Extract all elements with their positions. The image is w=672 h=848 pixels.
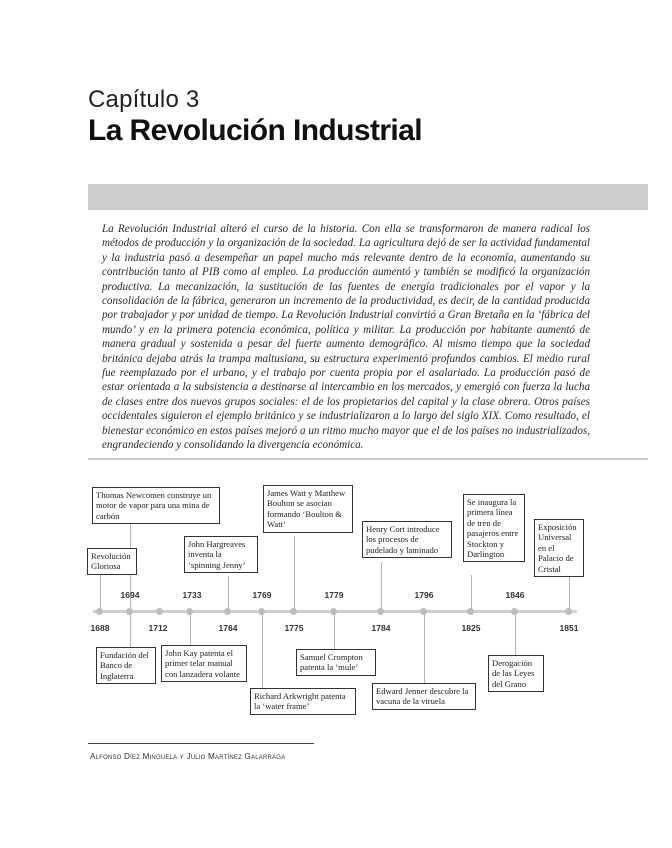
timeline-stem [515,613,516,655]
year-label: 1825 [461,623,481,633]
decorative-band [88,184,648,210]
timeline-event: Exposición Universal en el Palacio de Cristal [534,519,584,577]
year-label: 1712 [148,623,168,633]
timeline-event: Se inaugura la primera línea de tren de pasajeros entre Stockton y Darlington [463,494,525,562]
timeline-event: Edward Jenner descubre la vacuna de la viruela [372,683,476,710]
year-label: 1796 [414,590,434,600]
timeline-event: John Kay patenta el primer telar manual con lanzadera volante [161,645,247,682]
year-label: 1775 [284,623,304,633]
timeline-event: John Hargreaves inventa la ‘spinning Jenny’ [184,536,258,573]
timeline-stem [569,575,570,610]
chapter-abstract: La Revolución Industrial alteró el curso de la historia. Con ella se transformaron de manera radical los métodos de producción y la organización de la sociedad. La agricultura dejó de ser la actividad fundamental y la industria pasó a desempeñar un papel mucho más relevante dentro de la economía, aumentando su contribución tanto al PIB como al empleo. La producción aumentó y también se modificó la organización productiva. La mecanización, la sustitución de las fuentes de energía tradicionales por el vapor y la consolidación de la fábrica, generaron un incremento de la productividad, es decir, de la cantidad producida por trabajador y por unidad de tiempo. La Revolución Industrial convirtió a Gran Bretaña en la ‘fábrica del mundo’ y en la primera potencia económica, política y militar. La producción por habitante aumentó de manera gradual y sostenida a pesar del fuerte aumento demográfico. Al mismo tiempo que la sociedad británica dejaba atrás la trampa maltusiana, su estructura experimentó profundos cambios. El medio rural fue reemplazado por el urbano, y el trabajo por cuenta propia por el asalariado. La producción pasó de estar orientada a la subsistencia a destinarse al intercambio en los mercados, y emergió con fuerza la lucha de clases entre dos nuevos grupos sociales: el de los propietarios del capital y la clase obrera. Otros países occidentales siguieron el ejemplo británico y se industrializaron a lo largo del siglo XIX. Como resultado, el bienestar económico en estos países mejoró a un ritmo mucho mayor que el de los países no industrializados, engrandeciendo y consolidando la divergencia económica. [102,223,590,452]
timeline-stem [334,613,335,649]
timeline-event: James Watt y Matthew Boulton se asocian formando ‘Boulton & Watt’ [263,485,353,533]
year-label: 1769 [252,590,272,600]
footer-authors: Alfonso Díez Minguela y Julio Martínez Galarraga [90,752,286,761]
chapter-title: La Revolución Industrial [88,114,422,147]
year-label: 1846 [505,590,525,600]
timeline-stem [381,562,382,610]
timeline-stem [294,536,295,610]
footer-divider [88,743,314,744]
year-label: 1851 [559,623,579,633]
timeline-stem [100,573,101,610]
timeline-event: Samuel Crompton patenta la ‘mule’ [296,649,376,676]
timeline-stem [262,613,263,688]
timeline-event: Derogación de las Leyes del Grano [488,655,544,692]
year-label: 1764 [218,623,238,633]
year-label: 1779 [324,590,344,600]
timeline-stem [190,613,191,645]
timeline-event: Fundación del Banco de Inglaterra [96,647,156,684]
timeline-event: Henry Cort introduce los procesos de pudelado y laminado [362,521,452,558]
year-label: 1688 [90,623,110,633]
timeline-stem [471,575,472,610]
timeline-stem [424,613,425,683]
timeline-event: Revolución Gloriosa [87,548,137,575]
abstract-divider [88,458,648,460]
year-label: 1784 [371,623,391,633]
timeline-stem [228,576,229,610]
timeline-dot [156,608,163,615]
timeline-event: Thomas Newcomen construye un motor de vapor para una mina de carbón [92,487,220,524]
chapter-label: Capítulo 3 [88,86,200,113]
timeline-event: Richard Arkwright patenta la ‘water frame’ [250,688,356,715]
year-label: 1694 [120,590,140,600]
year-label: 1733 [182,590,202,600]
